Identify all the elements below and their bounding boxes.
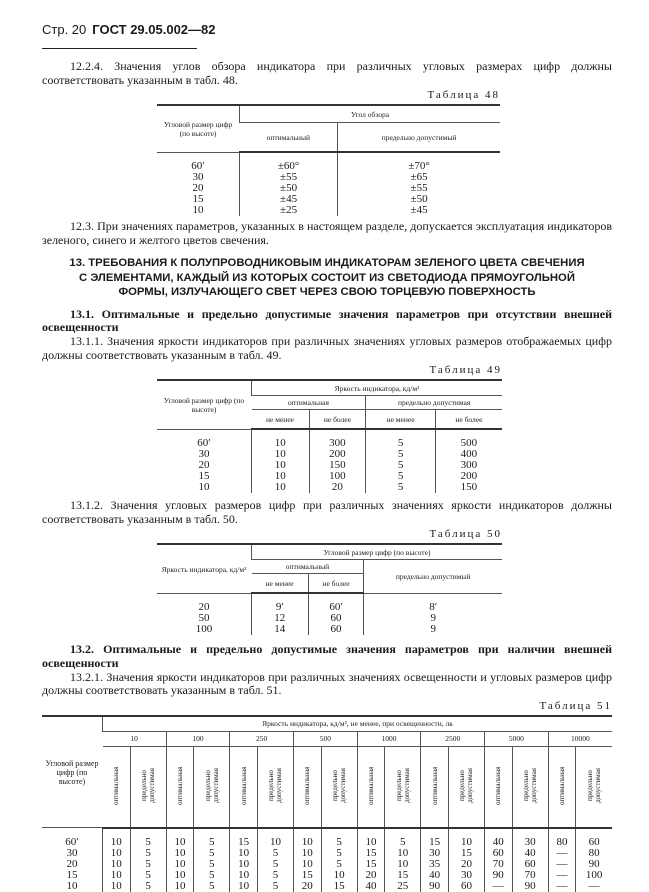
value-cell: 5	[130, 870, 166, 881]
value-cell: 5	[366, 471, 436, 482]
standard-number: ГОСТ 29.05.002—82	[92, 22, 216, 37]
value-cell: ±70°	[338, 152, 500, 172]
value-cell: 10	[448, 828, 484, 848]
column-header	[548, 746, 576, 828]
column-header	[485, 746, 513, 828]
row-label-cell: 100	[195, 623, 213, 636]
column-header-label: предельно допустимая	[140, 768, 157, 804]
row-label-cell: 60′	[197, 437, 211, 449]
group-header: Угол обзора	[240, 105, 501, 123]
value-cell: 40	[357, 881, 385, 892]
value-cell: 5	[257, 881, 293, 892]
row-label-cell: 10	[192, 204, 204, 217]
column-header-label: предельно допустимая	[586, 768, 603, 804]
table-row	[42, 746, 612, 828]
paragraph-13-1-1: 13.1.1. Значения яркости индикаторов при различных значениях угловых размеров отображаемых цифр должны соответствовать указанным в табл. 49.	[42, 334, 612, 362]
value-cell: 20	[294, 881, 322, 892]
value-cell: ±65	[338, 172, 500, 183]
value-cell: 10	[103, 848, 131, 859]
paragraph-13-1: 13.1. Оптимальные и предельно допустимые значения параметров при отсутствии внешней освещенности	[42, 306, 612, 335]
table-row	[157, 482, 502, 493]
table-51	[42, 715, 612, 892]
row-label-cell: 20	[192, 182, 204, 195]
value-cell: 10	[257, 828, 293, 848]
value-cell: ±25	[240, 205, 338, 216]
value-cell: 5	[366, 449, 436, 460]
value-cell: 5	[130, 881, 166, 892]
value-cell: 5	[130, 828, 166, 848]
value-cell: 90	[512, 881, 548, 892]
column-header: не более	[308, 574, 364, 594]
value-cell: 10	[252, 471, 310, 482]
value-cell: 60′	[308, 593, 364, 613]
subgroup-header: предельно допустимая	[366, 396, 502, 410]
column-header	[257, 746, 293, 828]
column-header	[385, 746, 421, 828]
column-header: не менее	[252, 410, 310, 430]
column-header	[357, 746, 385, 828]
column-header-label: предельно допустимая	[394, 768, 411, 804]
page-header	[42, 22, 216, 37]
table-50	[157, 543, 502, 635]
paragraph-12-3: 12.3. При значениях параметров, указанных в настоящем разделе, допускается эксплуатация индикаторов зеленого, синего и желтого цветов свечения.	[42, 219, 612, 247]
value-cell: ±55	[240, 172, 338, 183]
row-label-cell: 20	[198, 601, 210, 614]
value-cell: 60	[308, 613, 364, 624]
value-cell: 14	[252, 624, 309, 635]
value-cell: 10	[166, 859, 194, 870]
value-cell: —	[548, 848, 576, 859]
value-cell: 10	[166, 881, 194, 892]
table-row	[157, 205, 500, 216]
table50-caption: Таблица 50	[429, 528, 502, 541]
value-cell: 70	[512, 870, 548, 881]
value-cell: 5	[130, 859, 166, 870]
column-header-label: предельно допустимая	[331, 768, 348, 804]
value-cell: 5	[194, 848, 230, 859]
column-header: не более	[309, 410, 366, 430]
value-cell: 10	[230, 881, 258, 892]
value-cell: ±45	[338, 205, 500, 216]
value-cell: 60	[512, 859, 548, 870]
column-header	[448, 746, 484, 828]
value-cell: 5	[257, 870, 293, 881]
row-label-cell: 20	[198, 459, 210, 472]
value-cell: 10	[103, 870, 131, 881]
value-cell: 5	[257, 848, 293, 859]
value-cell: 300	[435, 460, 502, 471]
value-cell: 9	[364, 624, 502, 635]
value-cell: 15	[421, 828, 449, 848]
value-cell: 5	[130, 848, 166, 859]
illuminance-header: 100	[166, 731, 230, 746]
value-cell: 200	[435, 471, 502, 482]
value-cell: 8′	[364, 593, 502, 613]
value-cell: 400	[435, 449, 502, 460]
group-header: Угловой размер цифр (по высоте)	[252, 544, 503, 560]
column-header	[512, 746, 548, 828]
value-cell: 10	[166, 848, 194, 859]
value-cell: 10	[103, 828, 131, 848]
illuminance-header: 500	[294, 731, 358, 746]
table-row	[42, 828, 612, 848]
row-label-cell: 50	[198, 612, 210, 625]
value-cell: 300	[309, 429, 366, 449]
group-header: Яркость индикатора, кд/м², не менее, при освещенности, лк	[103, 716, 613, 732]
row-label-cell: 30	[198, 448, 210, 461]
column-header-label: предельно допустимая	[267, 768, 284, 804]
table-row	[42, 859, 612, 870]
table-row	[157, 105, 500, 123]
table-row	[157, 152, 500, 172]
column-header-label: оптимальная	[112, 766, 121, 805]
value-cell: 20	[448, 859, 484, 870]
value-cell: —	[548, 870, 576, 881]
value-cell: 25	[385, 881, 421, 892]
column-header-label: оптимальная	[303, 766, 312, 805]
row-label-cell: 20	[66, 857, 78, 870]
value-cell: ±50	[240, 183, 338, 194]
value-cell: ±50	[338, 194, 500, 205]
column-header-label: предельно допустимая	[203, 768, 220, 804]
column-header: не более	[435, 410, 502, 430]
value-cell: 10	[252, 482, 310, 493]
value-cell: 90	[485, 870, 513, 881]
value-cell: 10	[294, 828, 322, 848]
value-cell: —	[548, 881, 576, 892]
value-cell: 500	[435, 429, 502, 449]
row-label-cell: 15	[66, 868, 78, 881]
value-cell: 10	[357, 828, 385, 848]
row-header: Угловой размер цифр (по высоте)	[42, 716, 103, 828]
value-cell: 80	[548, 828, 576, 848]
value-cell: 15	[385, 870, 421, 881]
illuminance-header: 5000	[485, 731, 549, 746]
value-cell: 5	[321, 859, 357, 870]
value-cell: 15	[230, 828, 258, 848]
value-cell: 15	[294, 870, 322, 881]
value-cell: 10	[385, 848, 421, 859]
value-cell: 10	[166, 870, 194, 881]
value-cell: 35	[421, 859, 449, 870]
table-49	[157, 379, 502, 493]
row-header: Яркость индикатора, кд/м²	[157, 544, 252, 593]
row-label-cell: 15	[192, 193, 204, 206]
column-header-label: предельно допустимая	[522, 768, 539, 804]
value-cell: 10	[230, 870, 258, 881]
value-cell: ±60°	[240, 152, 338, 172]
table49-caption: Таблица 49	[429, 364, 502, 377]
column-header-label: оптимальная	[175, 766, 184, 805]
value-cell: ±45	[240, 194, 338, 205]
table51-caption: Таблица 51	[539, 699, 612, 712]
value-cell: 60	[576, 828, 612, 848]
value-cell: 60	[448, 881, 484, 892]
value-cell: 60	[308, 624, 364, 635]
table-row	[42, 731, 612, 746]
column-header	[103, 746, 131, 828]
value-cell: 20	[309, 482, 366, 493]
table-row	[157, 544, 502, 560]
value-cell: 9	[364, 613, 502, 624]
illuminance-header: 1000	[357, 731, 421, 746]
group-header: Яркость индикатора, кд/м²	[252, 380, 503, 396]
value-cell: 5	[321, 848, 357, 859]
table-row	[42, 716, 612, 732]
table-row	[157, 429, 502, 449]
column-header-label: оптимальная	[430, 766, 439, 805]
paragraph-12-2-4: 12.2.4. Значения углов обзора индикатора при различных угловых размерах цифр должны соответствовать указанным в табл. 48.	[42, 59, 612, 87]
value-cell: 70	[485, 859, 513, 870]
value-cell: 15	[321, 881, 357, 892]
value-cell: 20	[357, 870, 385, 881]
value-cell: 200	[309, 449, 366, 460]
value-cell: 5	[257, 859, 293, 870]
value-cell: 5	[194, 859, 230, 870]
page-body	[42, 60, 612, 892]
value-cell: 9′	[252, 593, 309, 613]
table-row	[157, 183, 500, 194]
value-cell: 10	[385, 859, 421, 870]
column-header-label: оптимальная	[494, 766, 503, 805]
value-cell: 5	[366, 460, 436, 471]
heading-line: С ЭЛЕМЕНТАМИ, КАЖДЫЙ ИЗ КОТОРЫХ СОСТОИТ ИЗ СВЕТОДИОДА ПРЯМОУГОЛЬНОЙ	[79, 271, 575, 284]
illuminance-header: 10	[103, 731, 167, 746]
row-label-cell: 60′	[191, 159, 205, 172]
illuminance-header: 10000	[548, 731, 612, 746]
column-header-label: предельно допустимая	[458, 768, 475, 804]
value-cell: 90	[421, 881, 449, 892]
column-header	[230, 746, 258, 828]
value-cell: 10	[252, 429, 310, 449]
value-cell: —	[576, 881, 612, 892]
header-rule	[42, 48, 197, 49]
table48-caption: Таблица 48	[427, 89, 500, 102]
table-row	[157, 194, 500, 205]
table-row	[42, 881, 612, 892]
column-header	[166, 746, 194, 828]
value-cell: 10	[252, 449, 310, 460]
column-header: не менее	[366, 410, 436, 430]
value-cell: 5	[321, 828, 357, 848]
column-header: предельно допустимый	[364, 560, 502, 594]
row-label-cell: 30	[192, 171, 204, 184]
value-cell: 10	[294, 859, 322, 870]
value-cell: —	[485, 881, 513, 892]
value-cell: 150	[435, 482, 502, 493]
value-cell: 10	[321, 870, 357, 881]
value-cell: 12	[252, 613, 309, 624]
row-header: Угловой размер цифр (по высоте)	[157, 105, 240, 152]
value-cell: —	[548, 859, 576, 870]
value-cell: 5	[194, 828, 230, 848]
value-cell: 5	[366, 429, 436, 449]
value-cell: ±55	[338, 183, 500, 194]
subgroup-header: оптимальная	[252, 396, 366, 410]
value-cell: 10	[294, 848, 322, 859]
value-cell: 30	[448, 870, 484, 881]
value-cell: 90	[576, 859, 612, 870]
value-cell: 5	[194, 881, 230, 892]
row-label-cell: 10	[66, 879, 78, 892]
column-header	[194, 746, 230, 828]
value-cell: 40	[512, 848, 548, 859]
value-cell: 10	[166, 828, 194, 848]
column-header	[421, 746, 449, 828]
paragraph-13-2: 13.2. Оптимальные и предельно допустимые значения параметров при наличии внешней освещенности	[42, 642, 612, 671]
value-cell: 10	[103, 859, 131, 870]
column-header-label: оптимальная	[239, 766, 248, 805]
value-cell: 60	[485, 848, 513, 859]
heading-line: 13. ТРЕБОВАНИЯ К ПОЛУПРОВОДНИКОВЫМ ИНДИКАТОРАМ ЗЕЛЕНОГО ЦВЕТА СВЕЧЕНИЯ	[69, 257, 585, 270]
value-cell: 80	[576, 848, 612, 859]
row-label-cell: 15	[198, 470, 210, 483]
value-cell: 10	[230, 859, 258, 870]
table-row	[42, 870, 612, 881]
value-cell: 15	[357, 859, 385, 870]
value-cell: 30	[421, 848, 449, 859]
column-header-label: оптимальная	[557, 766, 566, 805]
value-cell: 10	[252, 460, 310, 471]
row-label-cell: 10	[198, 481, 210, 494]
value-cell: 15	[357, 848, 385, 859]
value-cell: 40	[421, 870, 449, 881]
row-header: Угловой размер цифр (по высоте)	[157, 380, 252, 429]
value-cell: 15	[448, 848, 484, 859]
value-cell: 5	[385, 828, 421, 848]
value-cell: 10	[230, 848, 258, 859]
illuminance-header: 2500	[421, 731, 485, 746]
table-row	[157, 593, 502, 613]
table-48	[157, 104, 500, 216]
value-cell: 100	[576, 870, 612, 881]
section-13-heading	[42, 256, 612, 300]
column-header	[321, 746, 357, 828]
value-cell: 5	[194, 870, 230, 881]
value-cell: 40	[485, 828, 513, 848]
value-cell: 10	[103, 881, 131, 892]
table-row	[157, 624, 502, 635]
paragraph-13-1-2: 13.1.2. Значения угловых размеров цифр при различных значениях яркости индикаторов должны соответствовать указанным в табл. 50.	[42, 498, 612, 526]
page-number: Стр. 20	[42, 22, 87, 37]
row-label-cell: 60′	[65, 835, 79, 848]
subgroup-header: оптимальный	[252, 560, 364, 574]
column-header	[576, 746, 612, 828]
table-row	[157, 172, 500, 183]
value-cell: 100	[309, 471, 366, 482]
column-header	[130, 746, 166, 828]
column-header: не менее	[252, 574, 309, 594]
illuminance-header: 250	[230, 731, 294, 746]
column-header: оптимальный	[240, 123, 338, 153]
paragraph-13-2-1: 13.2.1. Значения яркости индикаторов при различных значениях освещенности и угловых размеров цифр должны соответствовать указанным в табл. 51.	[42, 669, 612, 698]
row-label-cell: 30	[66, 846, 78, 859]
column-header	[294, 746, 322, 828]
column-header: предельно допустимый	[338, 123, 500, 153]
table-row	[157, 380, 502, 396]
value-cell: 150	[309, 460, 366, 471]
value-cell: 5	[366, 482, 436, 493]
value-cell: 30	[512, 828, 548, 848]
heading-line: ФОРМЫ, ИЗЛУЧАЮЩЕГО СВЕТ ЧЕРЕЗ СВОЮ ТОРЦЕВУЮ ПОВЕРХНОСТЬ	[118, 286, 536, 299]
column-header-label: оптимальная	[366, 766, 375, 805]
